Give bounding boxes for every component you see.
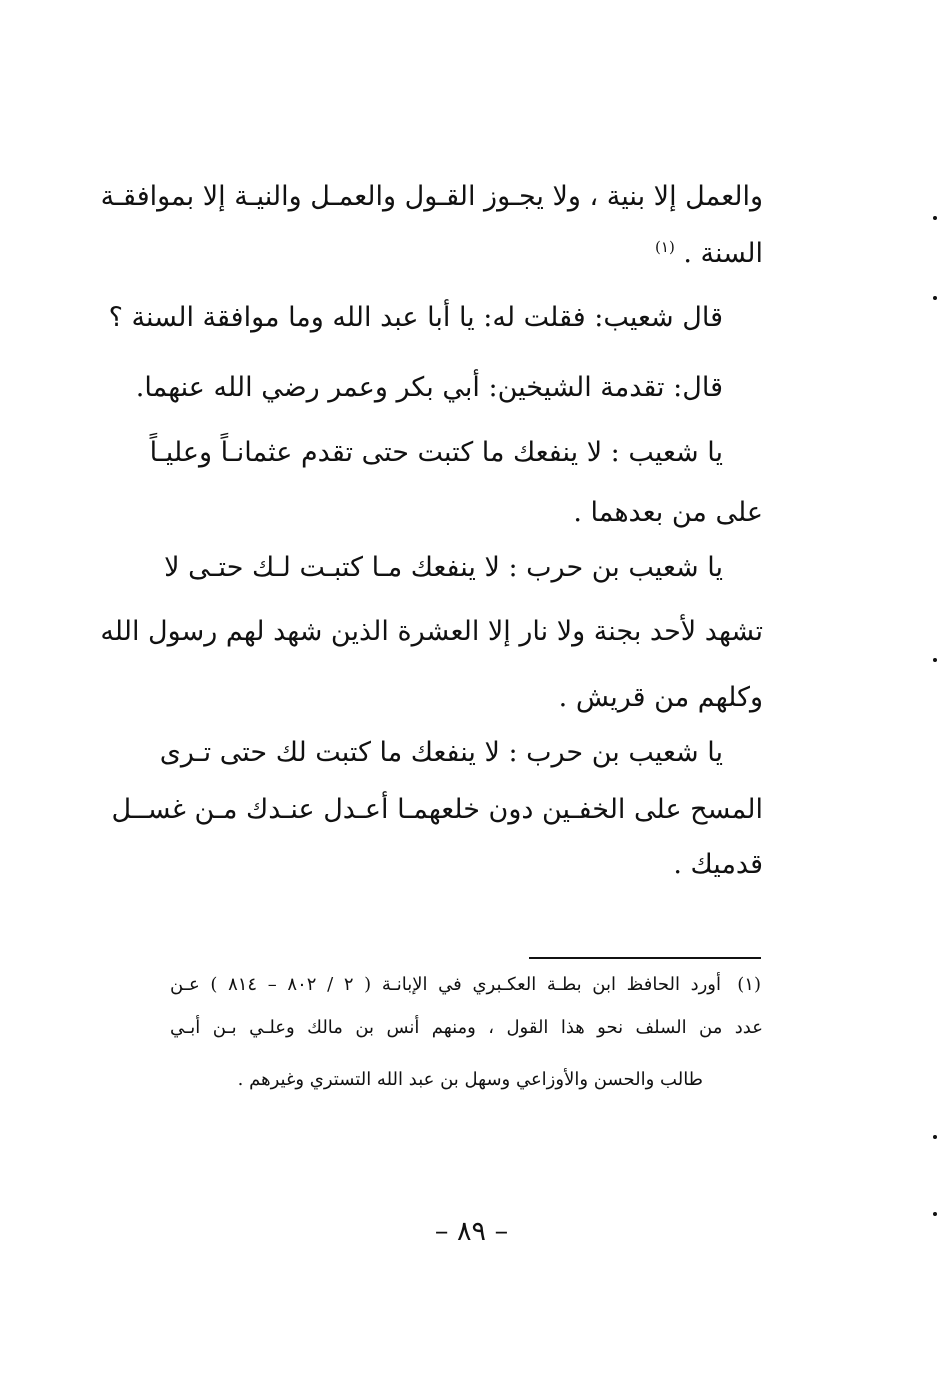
body-line-4: قال: تقدمة الشيخين: أبي بكر وعمر رضي الله عنهما. <box>135 372 723 403</box>
body-line-10: يا شعيب بن حرب : لا ينفعك ما كتبت لك حتى تـرى <box>159 737 723 768</box>
page-number: – ٨٩ – <box>434 1216 509 1247</box>
body-line-2-text: السنة . <box>683 238 763 269</box>
body-line-9: وكلهم من قريش . <box>558 682 763 713</box>
body-line-12: قدميك . <box>673 849 763 880</box>
body-line-8: تشهد لأحد بجنة ولا نار إلا العشرة الذين شهد لهم رسول الله <box>100 616 763 647</box>
footnote-line-2: عدد من السلف نحو هذا القول ، ومنهم أنس بن مالك وعلـي بـن أبـي <box>170 1017 763 1038</box>
body-line-1: والعمل إلا بنية ، ولا يجـوز القـول والعمـل والنيـة إلا بموافقـة <box>100 181 763 212</box>
body-line-6: على من بعدهما . <box>573 497 763 528</box>
body-line-11: المسح على الخفـين دون خلعهمـا أعـدل عنـدك مـن غســل <box>111 794 763 825</box>
footnote-line-1: أورد الحافظ ابن بطـة العكـبري في الإبانـة ( ٢ / ٨٠٢ – ٨١٤ ) عـن <box>170 974 722 995</box>
body-line-7: يا شعيب بن حرب : لا ينفعك مـا كتبـت لـك حتـى لا <box>164 552 723 583</box>
scan-speck <box>933 658 937 662</box>
body-line-2 <box>655 234 763 274</box>
scan-speck <box>933 296 937 300</box>
scan-speck <box>933 216 937 220</box>
body-line-5: يا شعيب : لا ينفعك ما كتبت حتى تقدم عثمانـاً وعليـاً <box>149 437 723 468</box>
body-line-3: قال شعيب: فقلت له: يا أبا عبد الله وما موافقة السنة ؟ <box>108 302 723 333</box>
footnote-separator <box>529 957 761 959</box>
footnote-number: (١) <box>737 974 761 995</box>
footnote-reference: (١) <box>655 238 675 256</box>
scan-speck <box>933 1212 937 1216</box>
scan-speck <box>933 1135 937 1139</box>
footnote-line-3: طالب والحسن والأوزاعي وسهل بن عبد الله التستري وغيرهم . <box>237 1069 703 1090</box>
